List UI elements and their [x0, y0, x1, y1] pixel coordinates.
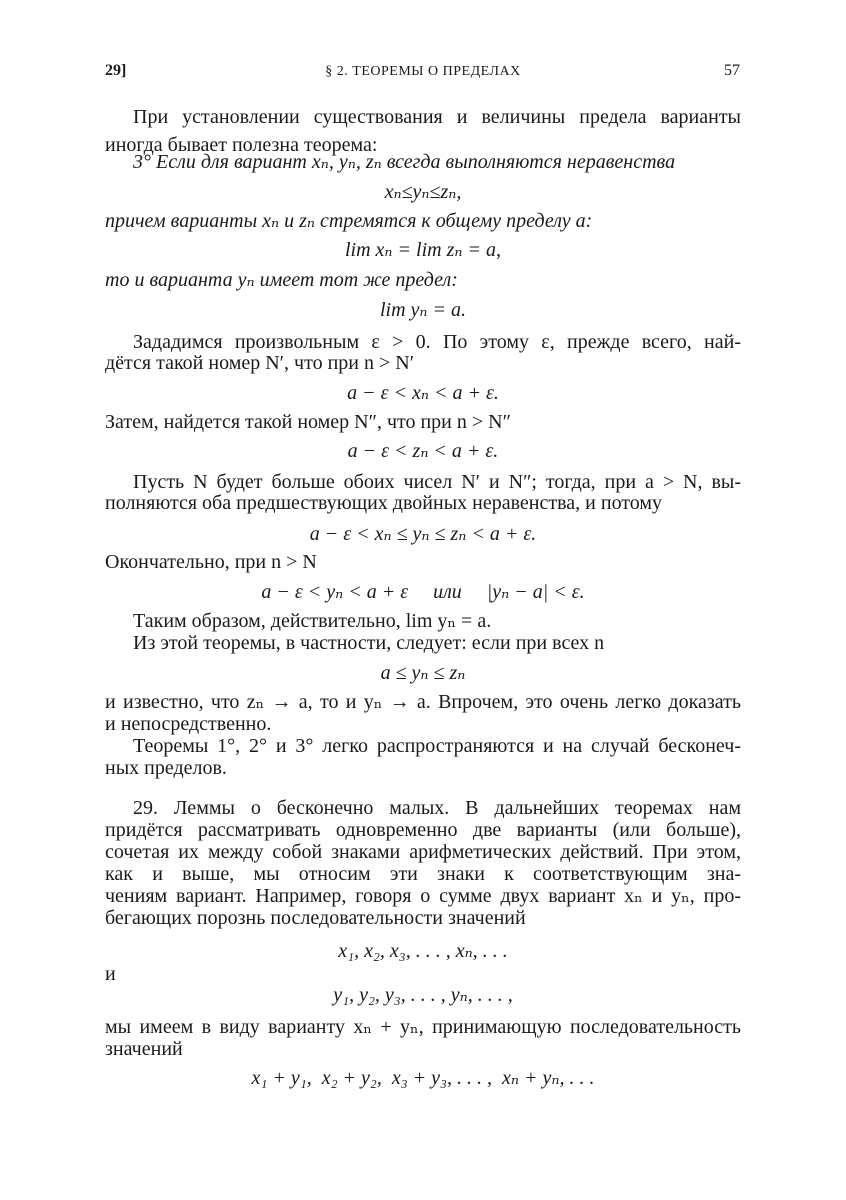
text-line: Окончательно, при n > N: [105, 551, 317, 573]
text-line: чениям вариант. Например, говоря о сумме двух вариант xₙ и yₙ, про-: [105, 885, 741, 907]
theorem-line: то и варианта yₙ имеет тот же предел:: [105, 269, 458, 291]
formula: lim yₙ = a.: [379, 299, 467, 321]
text-line: бегающих порознь последовательности значений: [105, 907, 526, 929]
text-line: ных пределов.: [105, 757, 227, 779]
formula: lim xₙ = lim zₙ = a,: [345, 239, 501, 261]
text-line: дётся такой номер N′, что при n > N′: [105, 352, 415, 374]
text-line: мы имеем в виду варианту xₙ + yₙ, принимающую последовательность: [105, 1016, 741, 1038]
section-heading-line: 29. Леммы о бесконечно малых. В дальнейших теоремах нам: [133, 797, 741, 819]
section-ref: 29]: [105, 62, 127, 79]
page-number: 57: [724, 62, 740, 79]
text-line: и непосредственно.: [105, 713, 272, 735]
text-line: Из этой теоремы, в частности, следует: если при всех n: [133, 632, 605, 654]
text-line: и: [105, 963, 116, 985]
formula: a ≤ yₙ ≤ zₙ: [380, 662, 466, 684]
text-line: Теоремы 1°, 2° и 3° легко распространяются и на случай бесконеч-: [133, 735, 741, 757]
text-line: и известно, что zₙ → a, то и yₙ → a. Впрочем, это очень легко доказать: [105, 691, 741, 713]
text-line: При установлении существования и величины предела варианты: [133, 106, 741, 128]
text-line: значений: [105, 1038, 183, 1060]
text-line: как и выше, мы относим эти знаки к соответствующим зна-: [105, 863, 741, 885]
formula: a − ε < yₙ < a + ε или |yₙ − a| < ε.: [261, 581, 585, 603]
text-line: Пусть N будет больше обоих чисел N′ и N″; тогда, при a > N, вы-: [133, 471, 741, 493]
formula: a − ε < zₙ < a + ε.: [347, 440, 499, 462]
formula: xₙ≤yₙ≤zₙ,: [384, 181, 462, 203]
formula: x₁, x₂, x₃, . . . , xₙ, . . .: [338, 940, 508, 962]
text-line: Затем, найдется такой номер N″, что при n > N″: [105, 411, 511, 433]
text-line: иногда бывает полезна теорема:: [105, 134, 378, 156]
formula: x₁ + y₁, x₂ + y₂, x₃ + y₃, . . . , xₙ + yₙ, . . .: [251, 1067, 595, 1089]
running-head: § 2. ТЕОРЕМЫ О ПРЕДЕЛАХ: [325, 64, 521, 79]
text-line: придётся рассматривать одновременно две варианты (или больше),: [105, 819, 741, 841]
text-line: Таким образом, действительно, lim yₙ = a.: [133, 610, 492, 632]
theorem-line: 3° Если для вариант xₙ, yₙ, zₙ всегда выполняются неравенства: [133, 151, 676, 173]
theorem-line: причем варианты xₙ и zₙ стремятся к общему пределу a:: [105, 210, 593, 232]
text-line: полняются оба предшествующих двойных неравенства, и потому: [105, 492, 663, 514]
formula: a − ε < xₙ < a + ε.: [347, 382, 499, 404]
formula: a − ε < xₙ ≤ yₙ ≤ zₙ < a + ε.: [309, 523, 537, 545]
text-line: сочетая их между собой знаками арифметических действий. При этом,: [105, 841, 741, 863]
formula: y₁, y₂, y₃, . . . , yₙ, . . . ,: [333, 984, 513, 1006]
text-line: Зададимся произвольным ε > 0. По этому ε, прежде всего, най-: [133, 331, 741, 353]
